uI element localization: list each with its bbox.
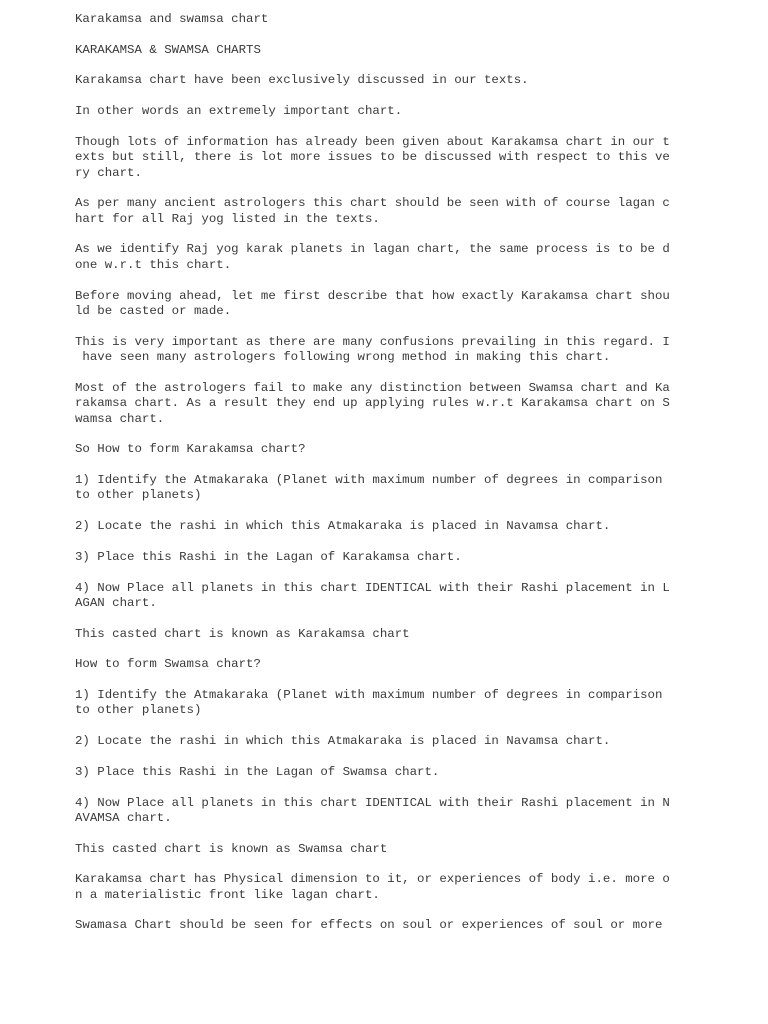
step-item: 3) Place this Rashi in the Lagan of Karakamsa chart.	[75, 549, 462, 564]
step-item: 4) Now Place all planets in this chart IDENTICAL with their Rashi placement in N AVAMSA chart.	[75, 795, 670, 825]
paragraph: Most of the astrologers fail to make any distinction between Swamsa chart and Ka rakamsa chart. As a result they end up applying rules w.r.t Karakamsa chart on S wamsa chart.	[75, 380, 670, 426]
section-question: So How to form Karakamsa chart?	[75, 442, 306, 457]
paragraph: As per many ancient astrologers this chart should be seen with of course lagan c hart for all Raj yog listed in the texts.	[75, 196, 670, 226]
step-item: 2) Locate the rashi in which this Atmakaraka is placed in Navamsa chart.	[75, 519, 611, 534]
paragraph: This is very important as there are many confusions prevailing in this regard. I have seen many astrologers following wrong method in making this chart.	[75, 334, 670, 365]
step-item: 3) Place this Rashi in the Lagan of Swamsa chart.	[75, 764, 440, 779]
paragraph: Karakamsa chart has Physical dimension to it, or experiences of body i.e. more o n a materialistic front like lagan chart.	[75, 872, 670, 902]
paragraph: Swamasa Chart should be seen for effects on soul or experiences of soul or more	[75, 918, 663, 933]
section-question: How to form Swamsa chart?	[75, 657, 261, 672]
document-heading: KARAKAMSA & SWAMSA CHARTS	[75, 42, 261, 57]
paragraph: As we identify Raj yog karak planets in lagan chart, the same process is to be d one w.r.t this chart.	[75, 242, 670, 272]
paragraph: Karakamsa chart have been exclusively discussed in our texts.	[75, 73, 529, 88]
paragraph: This casted chart is known as Karakamsa chart	[75, 626, 410, 641]
paragraph: Before moving ahead, let me first describe that how exactly Karakamsa chart shou ld be casted or made.	[75, 288, 670, 318]
step-item: 1) Identify the Atmakaraka (Planet with maximum number of degrees in comparison to other planets)	[75, 472, 663, 503]
document-page	[75, 12, 695, 949]
document-title: Karakamsa and swamsa chart	[75, 12, 269, 26]
paragraph: In other words an extremely important chart.	[75, 104, 403, 119]
step-item: 2) Locate the rashi in which this Atmakaraka is placed in Navamsa chart.	[75, 734, 611, 749]
step-item: 4) Now Place all planets in this chart IDENTICAL with their Rashi placement in L AGAN chart.	[75, 580, 670, 610]
paragraph: Though lots of information has already been given about Karakamsa chart in our t exts but still, there is lot more issues to be discussed with respect to this ve ry chart.	[75, 134, 670, 180]
paragraph: This casted chart is known as Swamsa chart	[75, 841, 388, 856]
step-item: 1) Identify the Atmakaraka (Planet with maximum number of degrees in comparison to other planets)	[75, 688, 663, 718]
